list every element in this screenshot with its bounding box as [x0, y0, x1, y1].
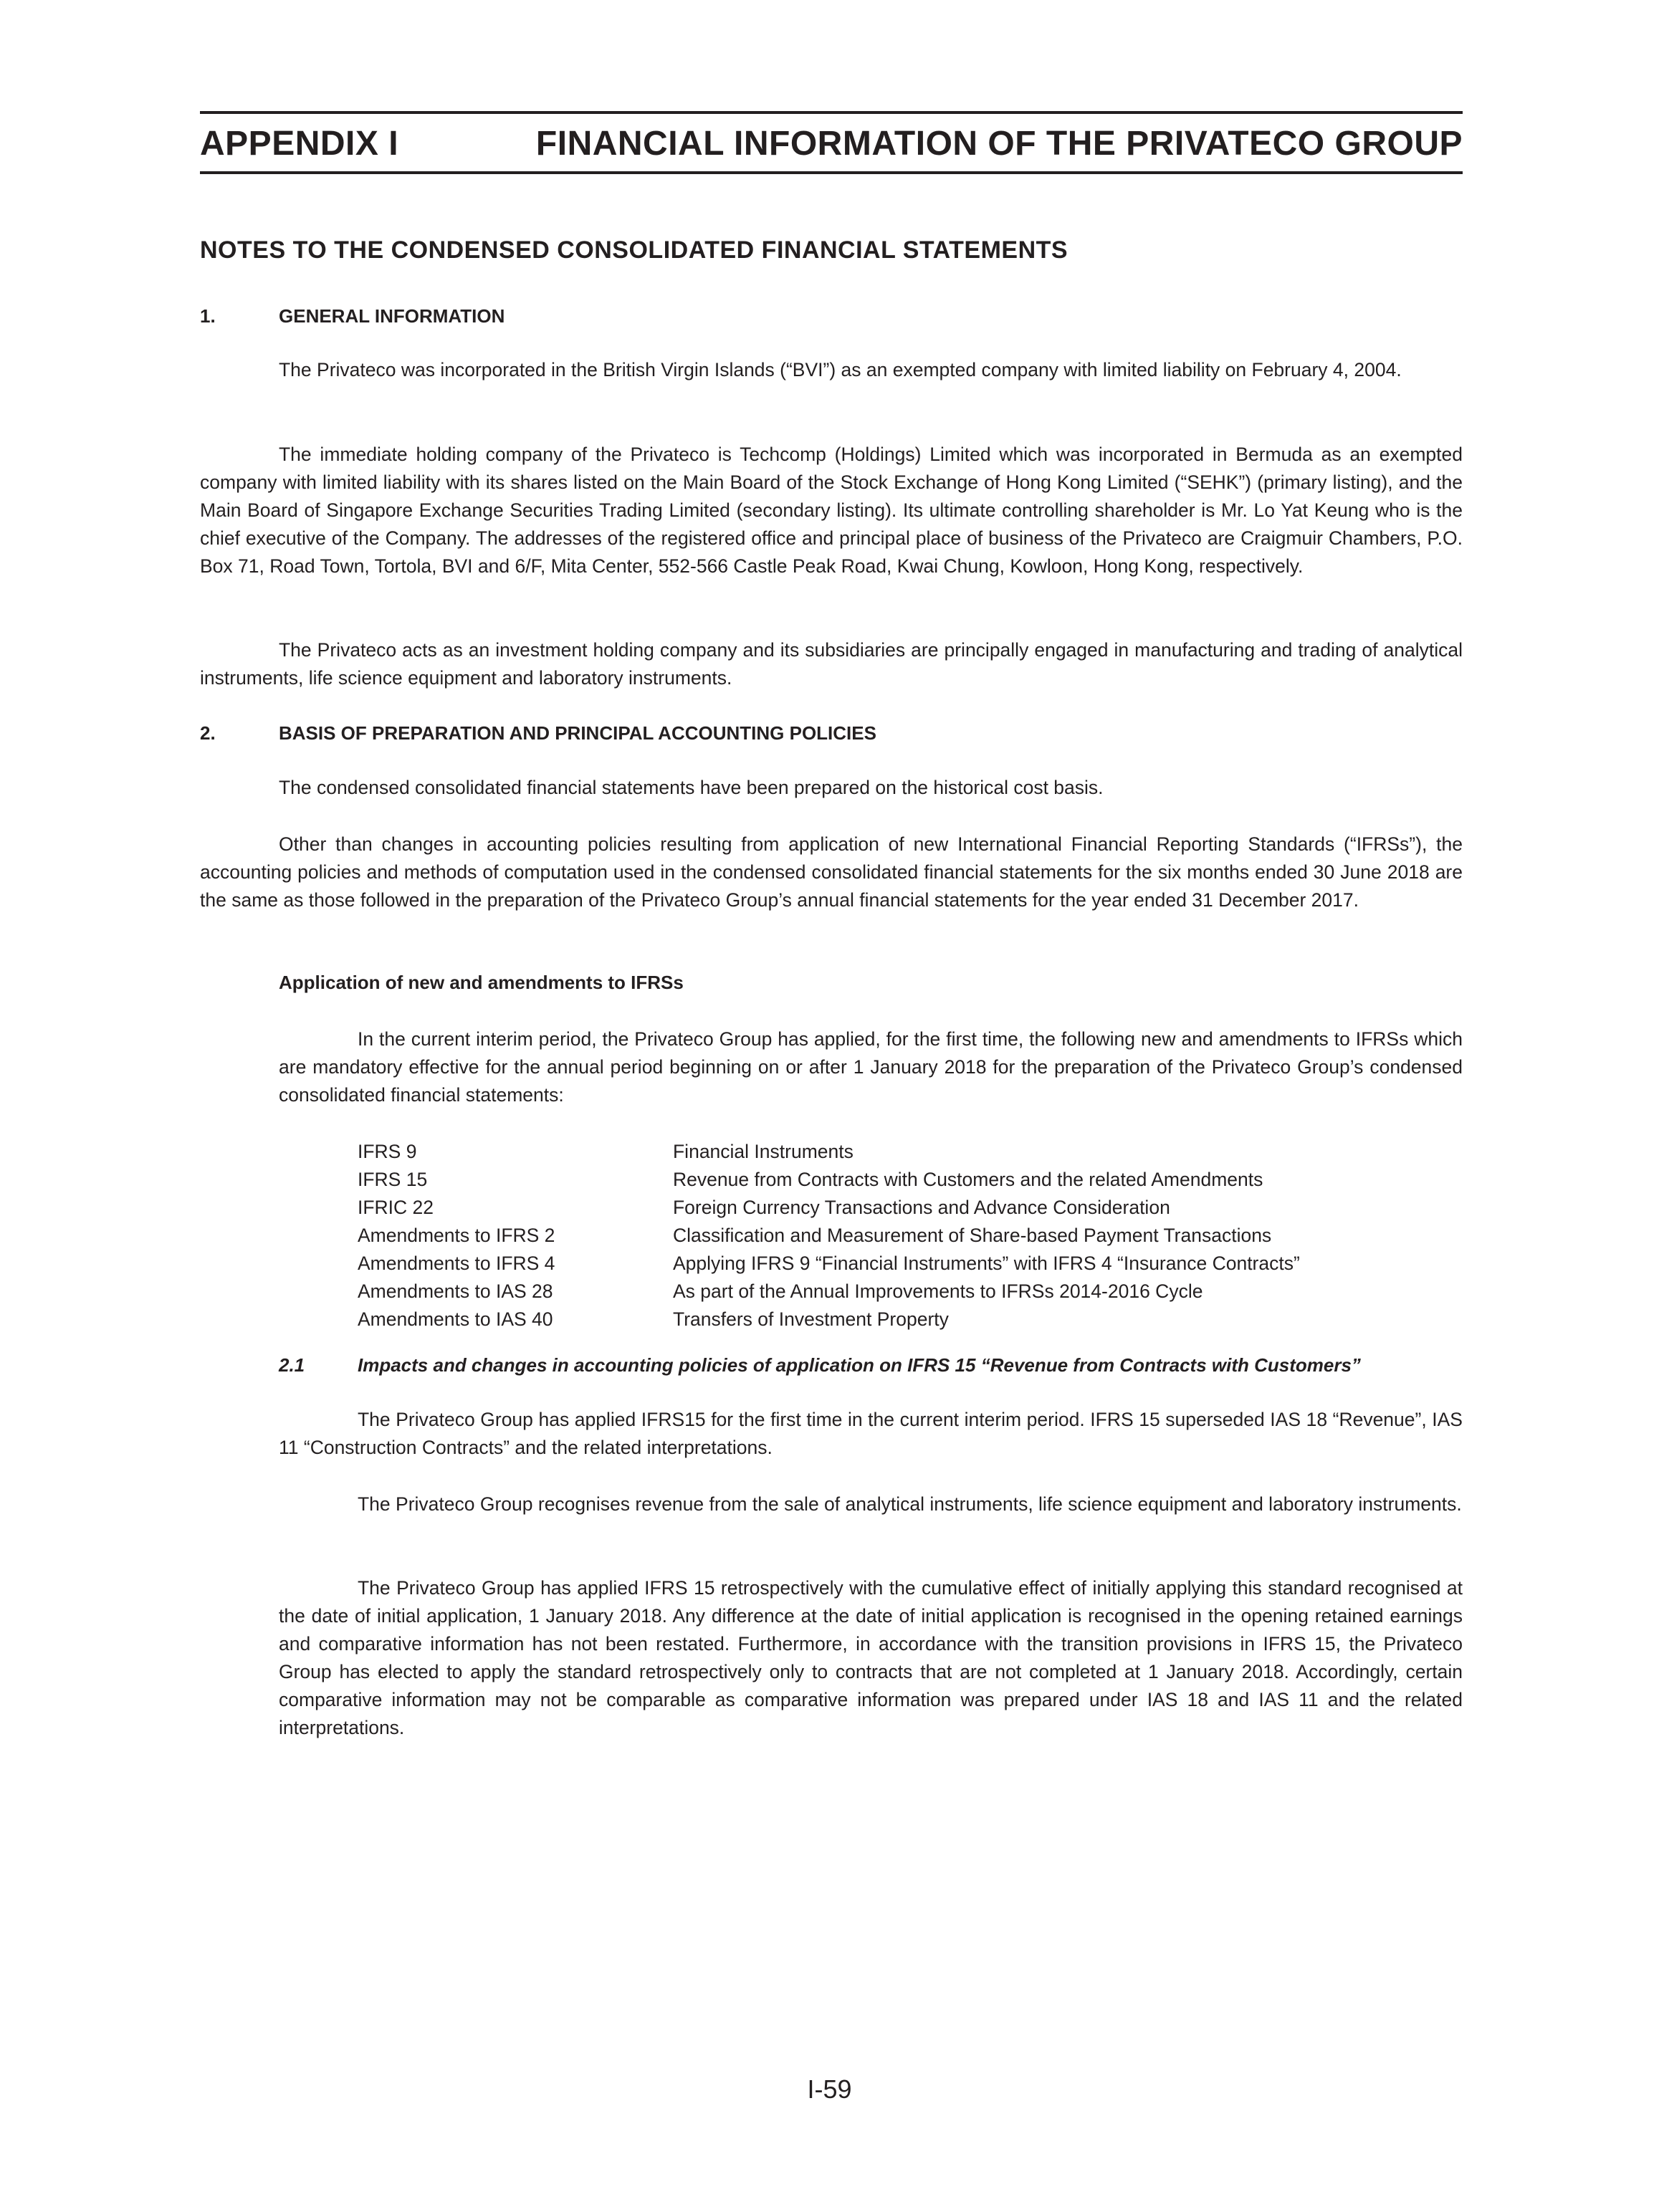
- standard-description: Applying IFRS 9 “Financial Instruments” with IFRS 4 “Insurance Contracts”: [673, 1253, 1300, 1274]
- section-1-paragraph-2: The immediate holding company of the Privateco is Techcomp (Holdings) Limited which was incorporated in Bermuda as an exempted company with limited liability with its shares listed on the Main Board of the Stock Exchange of Hong Kong Limited (“SEHK”) (primary listing), and the Main Board of Singapore Exchange Securities Trading Limited (secondary listing). Its ultimate controlling shareholder is Mr. Lo Yat Keung who is the chief executive of the Company. The addresses of the registered office and principal place of business of the Privateco are Craigmuir Chambers, P.O. Box 71, Road Town, Tortola, BVI and 6/F, Mita Center, 552-566 Castle Peak Road, Kwai Chung, Kowloon, Hong Kong, respectively.: [200, 444, 1463, 577]
- section-1-paragraph-1: The Privateco was incorporated in the British Virgin Islands (“BVI”) as an exempted company with limited liability on February 4, 2004.: [279, 359, 1402, 380]
- section-2-paragraph-1: The condensed consolidated financial statements have been prepared on the historical cost basis.: [279, 777, 1104, 798]
- section-2-paragraph-2: Other than changes in accounting policies resulting from application of new International Financial Reporting Standards (“IFRSs”), the accounting policies and methods of computation used in the condensed consolidated financial statements for the six months ended 30 June 2018 are the same as those followed in the preparation of the Privateco Group’s annual financial statements for the year ended 31 December 2017.: [200, 833, 1463, 911]
- section-2-title: BASIS OF PREPARATION AND PRINCIPAL ACCOUNTING POLICIES: [279, 722, 876, 744]
- standard-description: As part of the Annual Improvements to IFRSs 2014-2016 Cycle: [673, 1280, 1203, 1302]
- subsection-2-1-paragraph-3: The Privateco Group has applied IFRS 15 retrospectively with the cumulative effect of initially applying this standard recognised at the date of initial application, 1 January 2018. Any difference at the date of initial application is recognised in the opening retained earnings and comparative information has not been restated. Furthermore, in accordance with the transition provisions in IFRS 15, the Privateco Group has elected to apply the standard retrospectively only to contracts that are not completed at 1 January 2018. Accordingly, certain comparative information may not be comparable as comparative information was prepared under IAS 18 and IAS 11 and the related interpretations.: [279, 1577, 1463, 1738]
- standard-code: IFRS 15: [358, 1169, 428, 1190]
- standard-code: Amendments to IFRS 2: [358, 1225, 555, 1246]
- standard-code: Amendments to IAS 28: [358, 1280, 553, 1302]
- standard-description: Revenue from Contracts with Customers and the related Amendments: [673, 1169, 1263, 1190]
- standard-code: IFRIC 22: [358, 1197, 434, 1218]
- section-1-title: GENERAL INFORMATION: [279, 305, 505, 327]
- standard-row: [358, 1166, 1463, 1194]
- section-title: NOTES TO THE CONDENSED CONSOLIDATED FINANCIAL STATEMENTS: [200, 236, 1068, 264]
- standard-code: Amendments to IAS 40: [358, 1308, 553, 1330]
- standard-description: Foreign Currency Transactions and Advance Consideration: [673, 1197, 1170, 1218]
- subsection-2-1-number: 2.1: [279, 1354, 305, 1376]
- standard-row: [358, 1194, 1463, 1222]
- standard-description: Classification and Measurement of Share-based Payment Transactions: [673, 1225, 1272, 1246]
- standard-row: [358, 1278, 1463, 1306]
- standard-row: [358, 1250, 1463, 1278]
- appendix-label: APPENDIX I: [200, 125, 399, 163]
- section-2-number: 2.: [200, 722, 216, 744]
- standards-list: [358, 1138, 1463, 1334]
- page-number: I-59: [807, 2074, 852, 2104]
- standard-row: [358, 1138, 1463, 1166]
- subsection-2-1-paragraph-2: The Privateco Group recognises revenue from the sale of analytical instruments, life science equipment and laboratory instruments.: [358, 1493, 1462, 1515]
- standard-description: Transfers of Investment Property: [673, 1308, 949, 1330]
- standard-code: IFRS 9: [358, 1141, 417, 1162]
- appendix-title: FINANCIAL INFORMATION OF THE PRIVATECO GROUP: [535, 125, 1463, 163]
- standard-code: Amendments to IFRS 4: [358, 1253, 555, 1274]
- amendments-paragraph: In the current interim period, the Privateco Group has applied, for the first time, the following new and amendments to IFRSs which are mandatory effective for the annual period beginning on or after 1 January 2018 for the preparation of the Privateco Group’s condensed consolidated financial statements:: [279, 1028, 1463, 1106]
- section-1-number: 1.: [200, 305, 216, 327]
- subsection-2-1-paragraph-1: The Privateco Group has applied IFRS15 for the first time in the current interim period. IFRS 15 superseded IAS 18 “Revenue”, IAS 11 “Construction Contracts” and the related interpretations.: [279, 1409, 1463, 1458]
- standard-row: [358, 1306, 1463, 1334]
- standard-row: [358, 1222, 1463, 1250]
- standard-description: Financial Instruments: [673, 1141, 854, 1162]
- section-1-paragraph-3: The Privateco acts as an investment holding company and its subsidiaries are principally engaged in manufacturing and trading of analytical instruments, life science equipment and laboratory instruments.: [200, 639, 1463, 689]
- appendix-header: [200, 111, 1463, 174]
- subsection-2-1-title: Impacts and changes in accounting policies of application on IFRS 15 “Revenue from Contracts with Customers”: [358, 1354, 1361, 1376]
- amendments-subheading: Application of new and amendments to IFRSs: [279, 972, 684, 993]
